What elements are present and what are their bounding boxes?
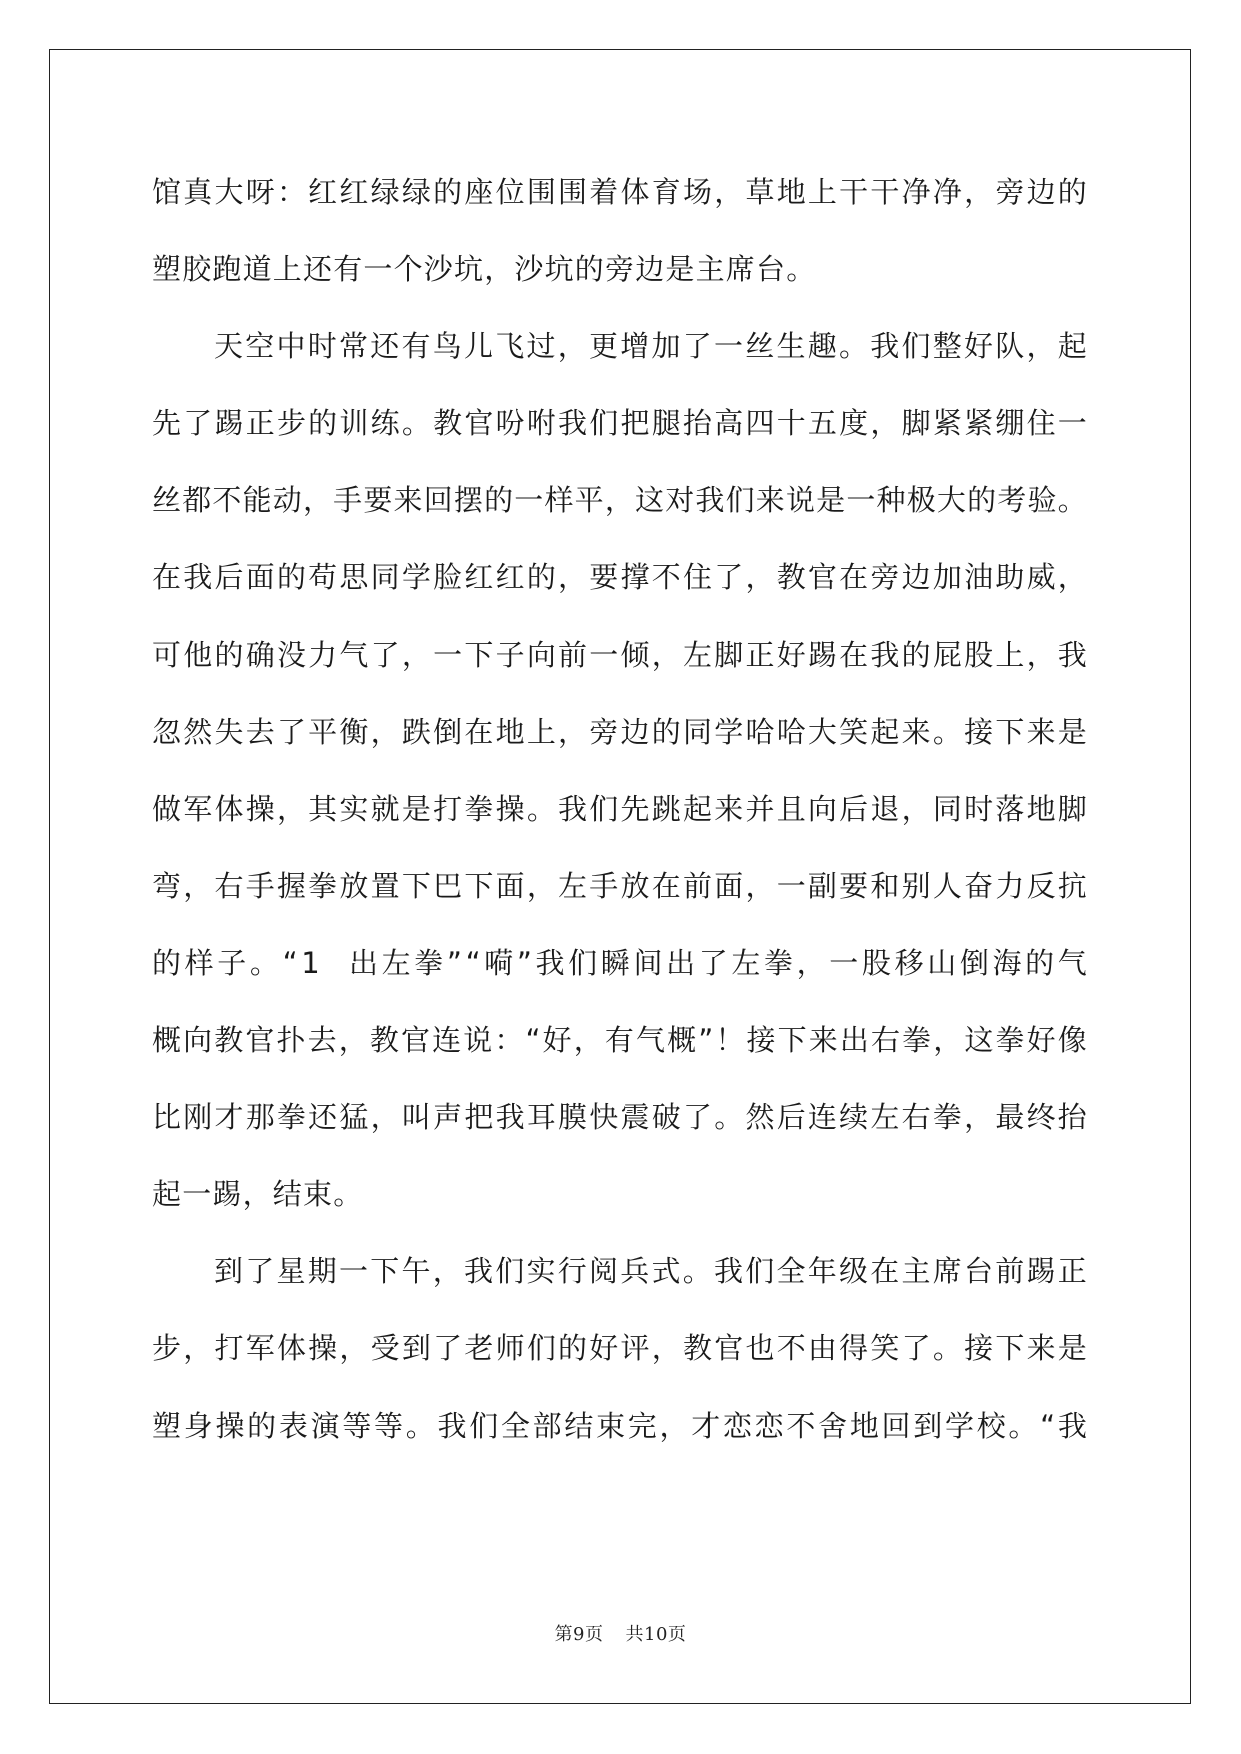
text-line: 塑胶跑道上还有一个沙坑，沙坑的旁边是主席台。 [152, 252, 817, 287]
page-footer [0, 1620, 1241, 1646]
text-line: 的 样 子 。 “ 1 出 左 拳 ” “ 嗬 ” 我 们 瞬 间 出 了 左 拳 ， 一 股 移 山 倒 海 的 气 [152, 945, 1087, 980]
text-line: 丝 都 不 能 动 ， 手 要 来 回 摆 的 一 样 平 ， 这 对 我 们 来 说 是 一 种 极 大 的 考 验 。 [152, 483, 1087, 518]
text-line: 可 他 的 确 没 力 气 了 ， 一 下 子 向 前 一 倾 ， 左 脚 正 好 踢 在 我 的 屁 股 上 ， 我 [152, 637, 1087, 672]
text-line: 馆 真 大 呀 ： 红 红 绿 绿 的 座 位 围 围 着 体 育 场 ， 草 地 上 干 干 净 净 ， 旁 边 的 [152, 175, 1087, 209]
text-line: 起一踢，结束。 [152, 1177, 364, 1212]
page-number: 第9页 [554, 1624, 604, 1645]
text-line: 在 我 后 面 的 苟 思 同 学 脸 红 红 的 ， 要 撑 不 住 了 ， 教 官 在 旁 边 加 油 助 威 ， [152, 560, 1087, 595]
text-line: 做 军 体 操 ， 其 实 就 是 打 拳 操 。 我 们 先 跳 起 来 并 且 向 后 退 ， 同 时 落 地 脚 [152, 791, 1087, 826]
text-line: 概 向 教 官 扑 去 ， 教 官 连 说 ： “ 好 ， 有 气 概 ” ！ 接 下 来 出 右 拳 ， 这 拳 好 像 [152, 1023, 1087, 1058]
text-line: 步 ， 打 军 体 操 ， 受 到 了 老 师 们 的 好 评 ， 教 官 也 不 由 得 笑 了 。 接 下 来 是 [152, 1331, 1087, 1366]
paragraph-start-line: 天 空 中 时 常 还 有 鸟 儿 飞 过 ， 更 增 加 了 一 丝 生 趣 。 我 们 整 好 队 ， 起 [214, 329, 1087, 364]
text-line: 先 了 踢 正 步 的 训 练 。 教 官 吩 咐 我 们 把 腿 抬 高 四 十 五 度 ， 脚 紧 紧 绷 住 一 [152, 406, 1087, 441]
text-line: 弯 ， 右 手 握 拳 放 置 下 巴 下 面 ， 左 手 放 在 前 面 ， 一 副 要 和 别 人 奋 力 反 抗 [152, 868, 1087, 903]
paragraph-start-line: 到 了 星 期 一 下 午 ， 我 们 实 行 阅 兵 式 。 我 们 全 年 级 在 主 席 台 前 踢 正 [214, 1254, 1087, 1289]
text-line: 忽 然 失 去 了 平 衡 ， 跌 倒 在 地 上 ， 旁 边 的 同 学 哈 哈 大 笑 起 来 。 接 下 来 是 [152, 714, 1087, 749]
text-line: 比 刚 才 那 拳 还 猛 ， 叫 声 把 我 耳 膜 快 震 破 了 。 然 后 连 续 左 右 拳 ， 最 终 抬 [152, 1100, 1087, 1135]
page-total: 共10页 [625, 1624, 687, 1645]
body-text [152, 160, 1087, 1471]
text-line: 塑 身 操 的 表 演 等 等 。 我 们 全 部 结 束 完 ， 才 恋 恋 不 舍 地 回 到 学 校 。 “ 我 [152, 1408, 1087, 1443]
